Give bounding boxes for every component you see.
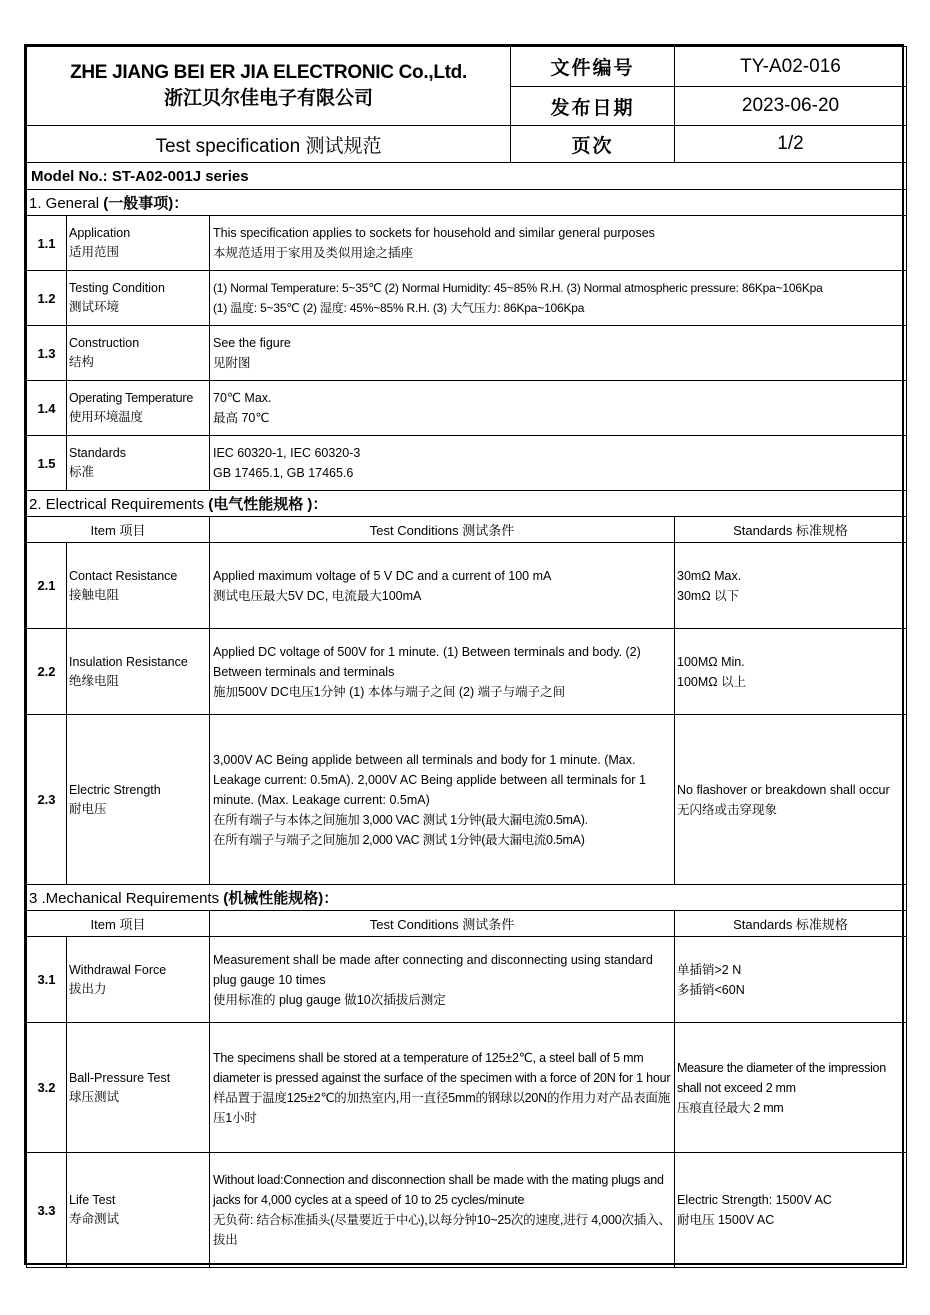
section-title-en: 1. General <box>29 195 104 212</box>
table-row <box>27 271 907 326</box>
condition-line: 3,000V AC Being applide between all terminals and body for 1 minute. (Max. Leakage current: 0.5mA). 2,000V AC Being applide between all terminals for 1 minute. (Max. Leakage current: 0.5mA) <box>213 752 646 807</box>
standard-line: 单插销>2 N <box>677 962 742 977</box>
col-header-item: Item 项目 <box>27 911 210 937</box>
detail-line: GB 17465.1, GB 17465.6 <box>213 466 354 480</box>
detail-line: (1) Normal Temperature: 5~35℃ (2) Normal Humidity: 45~85% R.H. (3) Normal atmospheric pressure: 86Kpa~106Kpa <box>213 281 823 295</box>
detail-line: 最高 70℃ <box>213 411 270 425</box>
standards-cell <box>675 543 907 629</box>
standards-cell <box>675 937 907 1023</box>
conditions-cell <box>210 715 675 885</box>
row-number: 3.2 <box>27 1023 67 1153</box>
section-title-en: 3 .Mechanical Requirements <box>29 890 224 907</box>
detail-cell <box>210 436 907 491</box>
item-cell <box>67 326 210 381</box>
col-header-standards: Standards 标准规格 <box>675 517 907 543</box>
row-number: 1.4 <box>27 381 67 436</box>
table-row <box>27 381 907 436</box>
condition-line: Applied DC voltage of 500V for 1 minute. (1) Between terminals and body. (2) Between terminals and terminals <box>213 644 641 679</box>
col-header-item: Item 项目 <box>27 517 210 543</box>
page-value: 1/2 <box>675 126 907 163</box>
conditions-cell <box>210 543 675 629</box>
item-cn: 耐电压 <box>69 801 107 816</box>
detail-line: See the figure <box>213 336 291 350</box>
row-number: 1.1 <box>27 216 67 271</box>
condition-line: Measurement shall be made after connecting and disconnecting using standard plug gauge 10 times <box>213 952 653 987</box>
item-en: Operating Temperature <box>69 391 194 405</box>
detail-cell <box>210 326 907 381</box>
condition-line: Without load:Connection and disconnection shall be made with the mating plugs and jacks for 4,000 cycles at a speed of 10 to 25 cycles/minute <box>213 1173 664 1207</box>
conditions-cell <box>210 1153 675 1268</box>
standard-line: Electric Strength: 1500V AC <box>677 1193 832 1207</box>
row-number: 1.2 <box>27 271 67 326</box>
row-number: 1.3 <box>27 326 67 381</box>
item-en: Life Test <box>69 1193 116 1207</box>
detail-line: (1) 温度: 5~35℃ (2) 湿度: 45%~85% R.H. (3) 大气压力: 86Kpa~106Kpa <box>213 301 585 315</box>
detail-line: 70℃ Max. <box>213 391 272 405</box>
table-row <box>27 1023 907 1153</box>
item-en: Standards <box>69 446 126 460</box>
row-number: 3.3 <box>27 1153 67 1268</box>
detail-line: 见附图 <box>213 356 251 370</box>
item-cn: 绝缘电阻 <box>69 673 120 688</box>
table-row <box>27 326 907 381</box>
standard-line: 100MΩ Min. <box>677 654 745 669</box>
item-cn: 接触电阻 <box>69 587 120 602</box>
section-electrical-title <box>27 491 907 517</box>
item-cell <box>67 436 210 491</box>
standards-cell <box>675 1153 907 1268</box>
item-en: Insulation Resistance <box>69 654 188 669</box>
doc-no-label: 文件编号 <box>511 47 675 87</box>
condition-line: 样品置于温度125±2℃的加热室内,用一直径5mm的钢球以20N的作用力对产品表面施压1小时 <box>213 1090 670 1125</box>
standard-line: 耐电压 1500V AC <box>677 1213 775 1227</box>
row-number: 2.2 <box>27 629 67 715</box>
table-row <box>27 1153 907 1268</box>
table-row <box>27 937 907 1023</box>
model-number: Model No.: ST-A02-001J series <box>27 163 907 190</box>
item-cn: 适用范围 <box>69 245 120 259</box>
item-en: Contact Resistance <box>69 568 178 583</box>
spec-sheet <box>24 44 904 1265</box>
section-title-cn: (电气性能规格 )： <box>208 496 328 513</box>
section-mechanical-title <box>27 885 907 911</box>
item-en: Ball-Pressure Test <box>69 1070 171 1085</box>
item-cn: 球压测试 <box>69 1089 120 1104</box>
col-header-conditions: Test Conditions 测试条件 <box>210 517 675 543</box>
condition-line: 施加500V DC电压1分钟 (1) 本体与端子之间 (2) 端子与端子之间 <box>213 684 566 699</box>
condition-line: Applied maximum voltage of 5 V DC and a current of 100 mA <box>213 568 552 583</box>
item-cn: 寿命测试 <box>69 1212 120 1226</box>
standard-line: 压痕直径最大 2 mm <box>677 1100 784 1115</box>
condition-line: 无负荷: 结合标准插头(尽量要近于中心),以每分钟10~25次的速度,进行 4,000次插入、拔出 <box>213 1213 671 1247</box>
item-cn: 测试环境 <box>69 300 120 314</box>
standard-line: 多插销<60N <box>677 982 745 997</box>
page-label: 页次 <box>511 126 675 163</box>
standard-line: 无闪络或击穿现象 <box>677 802 778 817</box>
table-row <box>27 543 907 629</box>
section-title-cn: (一般事项)： <box>103 195 189 212</box>
standard-line: 30mΩ Max. <box>677 568 742 583</box>
col-header-conditions: Test Conditions 测试条件 <box>210 911 675 937</box>
item-en: Application <box>69 226 131 240</box>
table-row <box>27 216 907 271</box>
item-cell <box>67 543 210 629</box>
condition-line: 使用标准的 plug gauge 做10次插拔后测定 <box>213 992 446 1007</box>
item-en: Electric Strength <box>69 782 161 797</box>
item-cn: 使用环境温度 <box>69 410 143 424</box>
col-header-standards: Standards 标准规格 <box>675 911 907 937</box>
conditions-cell <box>210 937 675 1023</box>
condition-line: 测试电压最大5V DC, 电流最大100mA <box>213 588 422 603</box>
standard-line: 30mΩ 以下 <box>677 588 740 603</box>
standard-line: 100MΩ 以上 <box>677 674 747 689</box>
doc-no-value: TY-A02-016 <box>675 47 907 87</box>
item-cn: 拔出力 <box>69 981 107 996</box>
condition-line: The specimens shall be stored at a temperature of 125±2℃, a steel ball of 5 mm diameter is pressed against the surface of the specimen with a force of 20N for 1 hour <box>213 1050 671 1085</box>
standards-cell <box>675 715 907 885</box>
item-cell <box>67 271 210 326</box>
standard-line: No flashover or breakdown shall occur <box>677 782 890 797</box>
table-row <box>27 436 907 491</box>
detail-cell <box>210 381 907 436</box>
section-title-en: 2. Electrical Requirements <box>29 496 209 513</box>
condition-line: 在所有端子与本体之间施加 3,000 VAC 测试 1分钟(最大漏电流0.5mA). <box>213 812 588 827</box>
date-label: 发布日期 <box>511 87 675 126</box>
column-header-row <box>27 517 907 543</box>
row-number: 1.5 <box>27 436 67 491</box>
spec-table <box>26 46 907 1268</box>
item-cell <box>67 629 210 715</box>
company-name-cn: 浙江贝尔佳电子有限公司 <box>163 88 373 109</box>
detail-line: 本规范适用于家用及类似用途之插座 <box>213 246 414 260</box>
section-title-cn: (机械性能规格)： <box>223 890 339 907</box>
row-number: 2.1 <box>27 543 67 629</box>
item-cn: 标准 <box>69 465 95 479</box>
item-cell <box>67 1023 210 1153</box>
row-number: 3.1 <box>27 937 67 1023</box>
detail-line: IEC 60320-1, IEC 60320-3 <box>213 446 361 460</box>
item-en: Testing Condition <box>69 281 165 295</box>
item-cell <box>67 216 210 271</box>
detail-cell <box>210 271 907 326</box>
company-name-cell <box>27 47 511 126</box>
condition-line: 在所有端子与端子之间施加 2,000 VAC 测试 1分钟(最大漏电流0.5mA) <box>213 832 585 847</box>
item-cell <box>67 937 210 1023</box>
column-header-row <box>27 911 907 937</box>
item-cell <box>67 381 210 436</box>
detail-cell <box>210 216 907 271</box>
conditions-cell <box>210 629 675 715</box>
item-cell <box>67 1153 210 1268</box>
item-en: Construction <box>69 336 140 350</box>
table-row <box>27 629 907 715</box>
table-row <box>27 715 907 885</box>
item-en: Withdrawal Force <box>69 962 167 977</box>
detail-line: This specification applies to sockets for household and similar general purposes <box>213 226 655 240</box>
item-cn: 结构 <box>69 355 95 369</box>
conditions-cell <box>210 1023 675 1153</box>
item-cell <box>67 715 210 885</box>
section-general-title <box>27 190 907 216</box>
standard-line: Measure the diameter of the impression shall not exceed 2 mm <box>677 1060 886 1095</box>
standards-cell <box>675 629 907 715</box>
company-name-en: ZHE JIANG BEI ER JIA ELECTRONIC Co.,Ltd. <box>70 62 467 83</box>
spec-title: Test specification 测试规范 <box>27 126 511 163</box>
date-value: 2023-06-20 <box>675 87 907 126</box>
standards-cell <box>675 1023 907 1153</box>
row-number: 2.3 <box>27 715 67 885</box>
